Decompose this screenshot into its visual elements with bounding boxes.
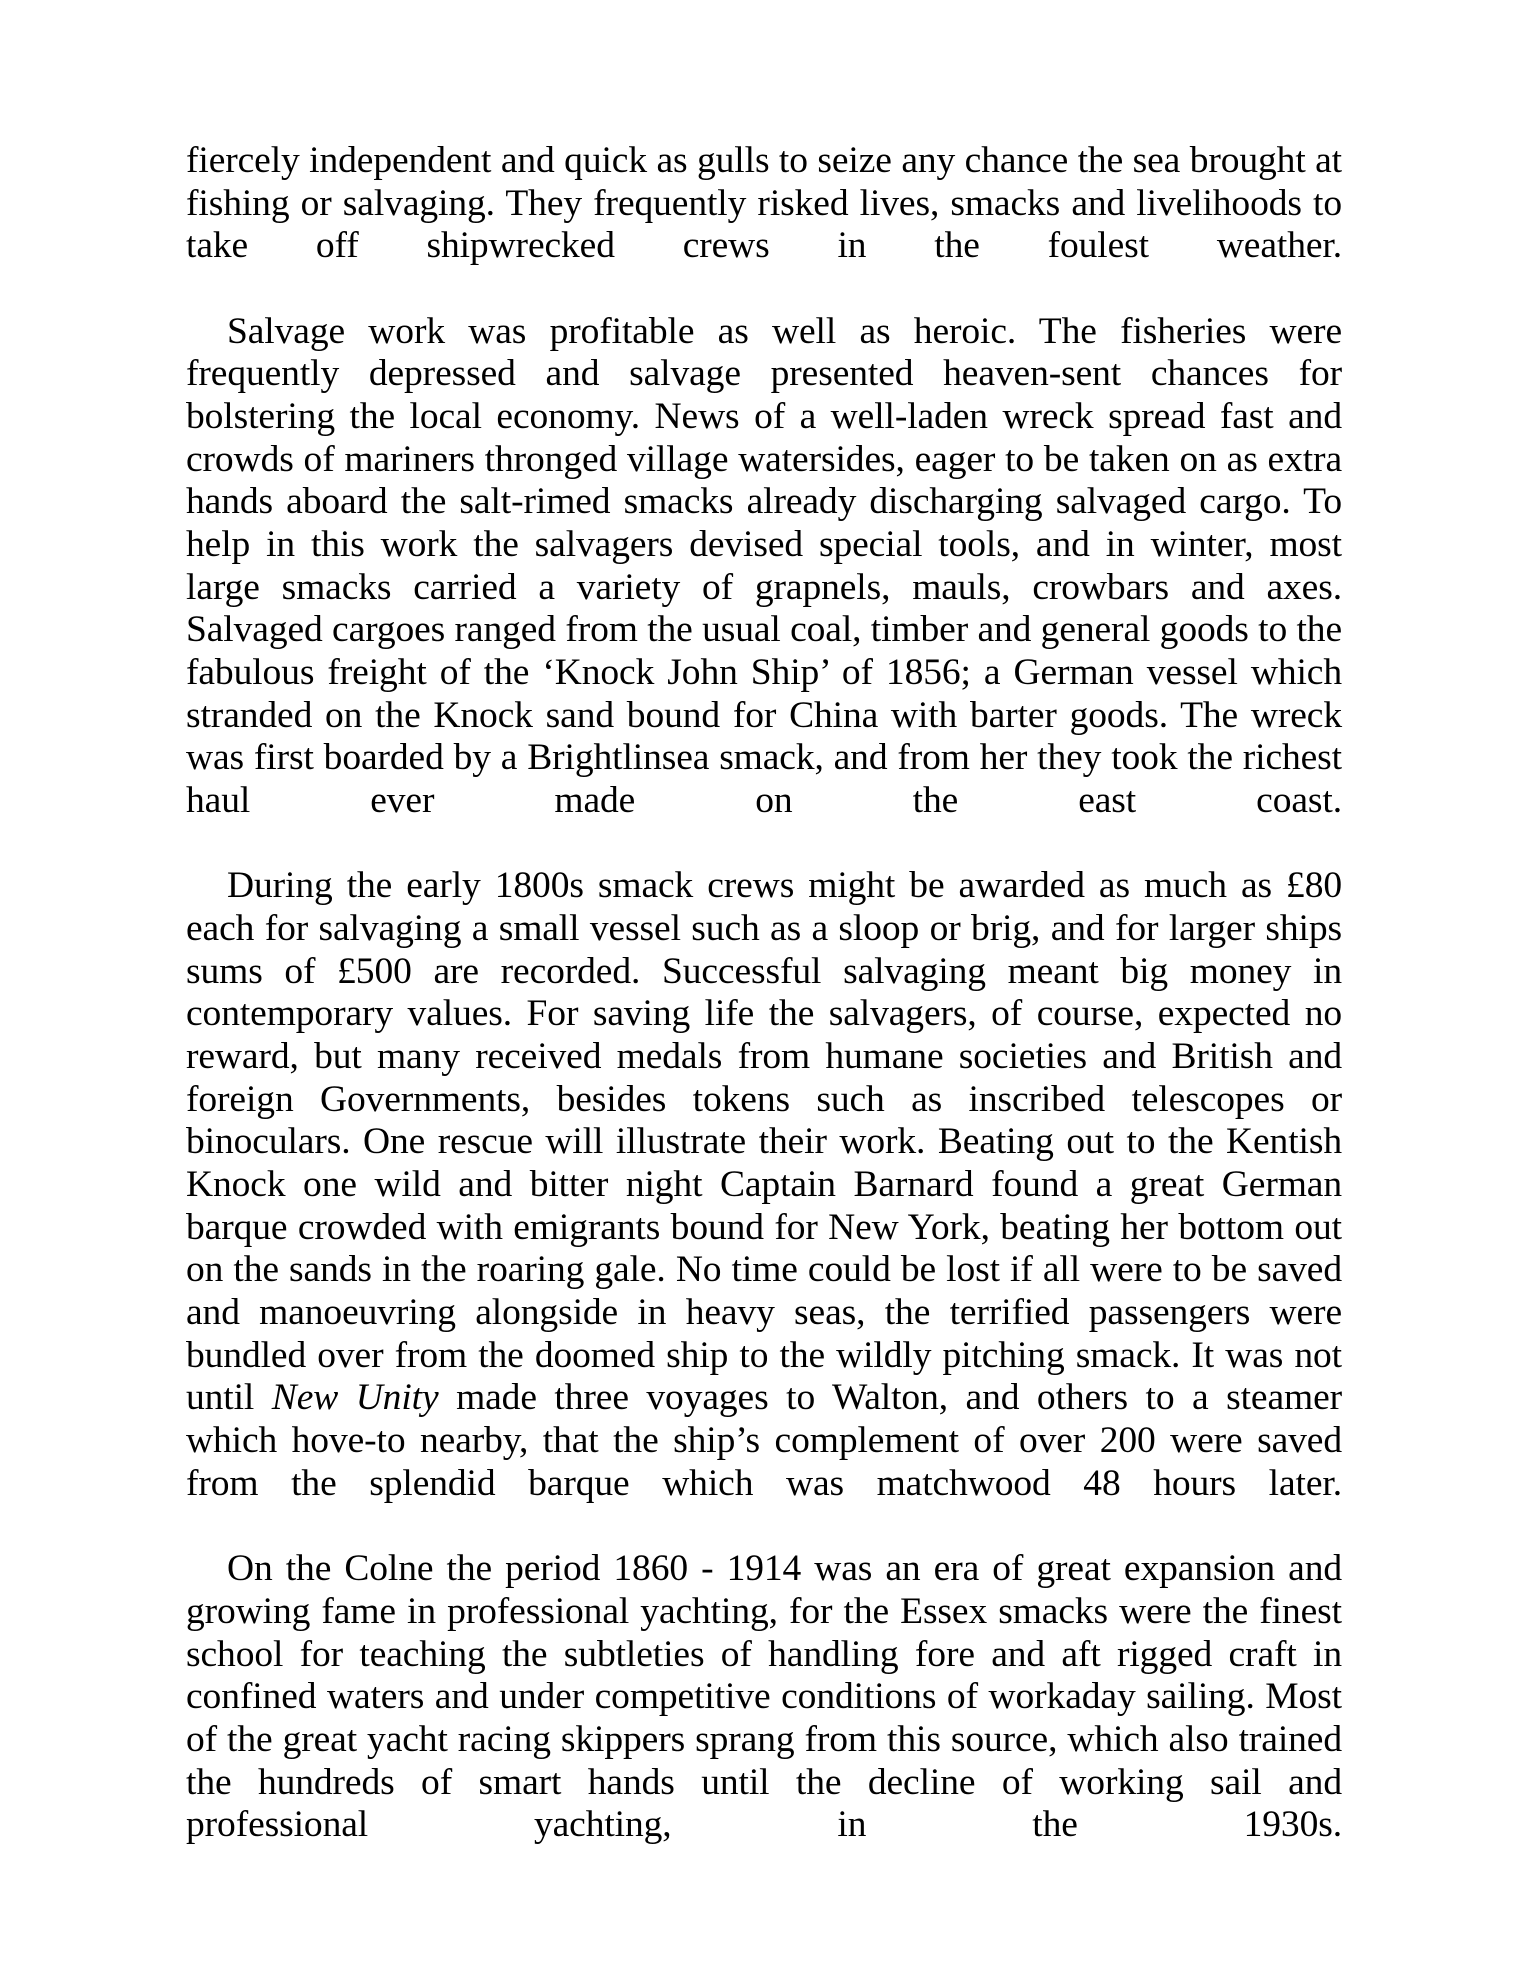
paragraph-continuation: fiercely independent and quick as gulls to seize any chance the sea brought at fishing or salvaging. They frequently risked lives, smacks and livelihoods to take off shipwrecked crews in the foulest weather. (186, 140, 1342, 267)
paragraph-text-after-italic: made three voyages to Walton, and others to a steamer which hove-to nearby, that the ship’s complement of over 200 were saved from the splendid barque which was matchwood 48 hours later. (186, 1377, 1343, 1504)
paragraph-salvage-work: Salvage work was profitable as well as heroic. The fisheries were frequently depressed and salvage presented heaven-sent chances for bolstering the local economy. News of a well-laden wreck spread fast and crowds of mariners thronged village watersides, eager to be taken on as extra hands aboard the salt-rimed smacks already discharging salvaged cargo. To help in this work the salvagers devised special tools, and in winter, most large smacks carried a variety of grapnels, mauls, crowbars and axes. Salvaged cargoes ranged from the usual coal, timber and general goods to the fabulous freight of the ‘Knock John Ship’ of 1856; a German vessel which stranded on the Knock sand bound for China with barter goods. The wreck was first boarded by a Brightlinsea smack, and from her they took the richest haul ever made on the east coast. (186, 310, 1342, 822)
text-column (186, 140, 1342, 1890)
paragraph-during-early-1800s (186, 865, 1342, 1548)
paragraph-text-before-italic: During the early 1800s smack crews might be awarded as much as £80 each for salvaging a small vessel such as a sloop or brig, and for larger ships sums of £500 are recorded. Successful salvaging meant big money in contemporary values. For saving life the salvagers, of course, expected no reward, but many received medals from humane societies and British and foreign Governments, besides tokens such as inscribed telescopes or binoculars. One rescue will illustrate their work. Beating out to the Kentish Knock one wild and bitter night Captain Barnard found a great German barque crowded with emigrants bound for New York, beating her bottom out on the sands in the roaring gale. No time could be lost if all were to be saved and manoeuvring alongside in heavy seas, the terrified passengers were bundled over from the doomed ship to the wildly pitching smack. It was not until (186, 865, 1342, 1419)
ship-name-new-unity: New Unity (271, 1377, 439, 1419)
paragraph-on-the-colne: On the Colne the period 1860 - 1914 was an era of great expansion and growing fame in professional yachting, for the Essex smacks were the finest school for teaching the subtleties of handling fore and aft rigged craft in confined waters and under competitive conditions of workaday sailing. Most of the great yacht racing skippers sprang from this source, which also trained the hundreds of smart hands until the decline of working sail and professional yachting, in the 1930s. (186, 1548, 1342, 1846)
